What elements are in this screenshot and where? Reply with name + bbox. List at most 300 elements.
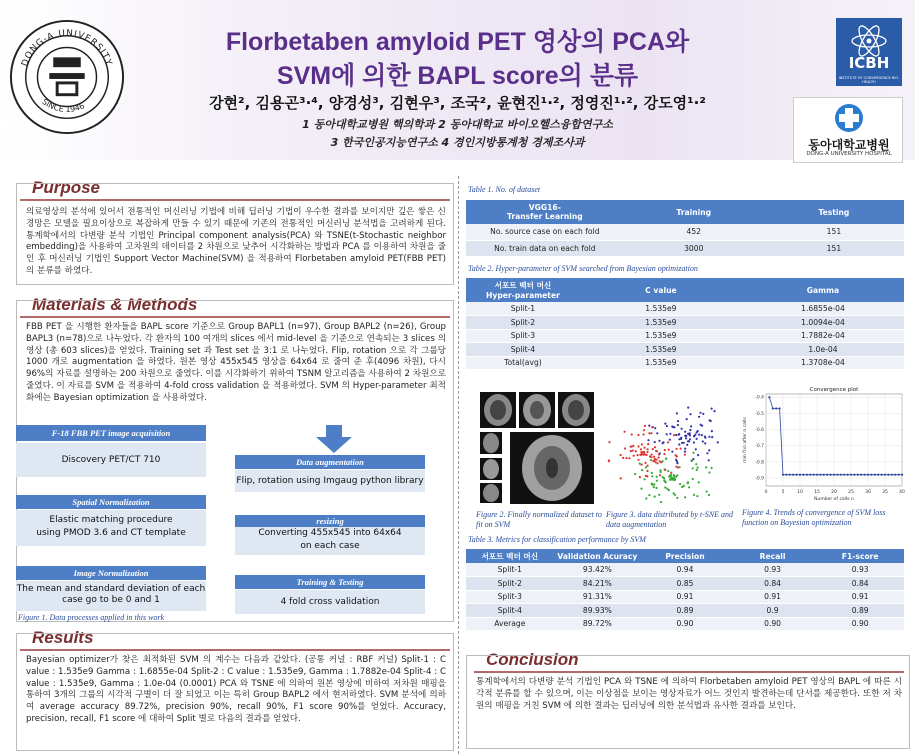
tsne-point [662,442,664,444]
convergence-point [853,474,855,476]
tsne-point [668,449,670,451]
tsne-point [663,479,665,481]
results-heading: Results [32,628,94,647]
tsne-point [668,489,670,491]
y-tick-label: -0.8 [755,460,764,466]
chart-title: Convergence plot [809,387,859,393]
tsne-point [711,467,713,469]
y-tick-label: -0.4 [755,395,764,401]
tsne-point [711,436,713,438]
figure-3-tsne-scatter [604,384,732,506]
convergence-point [898,474,900,476]
table-3-header-1: Validation Acuracy [554,549,642,563]
tsne-point [701,434,703,436]
table-1-header-2: Testing [764,200,904,224]
convergence-point [806,474,808,476]
tsne-point [659,452,661,454]
convergence-point [785,474,787,476]
tsne-point [625,457,627,459]
hospital-logo-name: 동아대학교병원 [808,138,890,152]
table-3-cell: 0.90 [641,617,729,631]
tsne-point [664,486,666,488]
convergence-point [792,474,794,476]
x-tick-label: 20 [831,490,837,495]
tsne-point [658,440,660,442]
table-1-header-1: Training [624,200,764,224]
table-2-row [466,356,904,370]
table-3-cell: 0.85 [641,577,729,591]
tsne-point [692,478,694,480]
flow-step-6-body: 4 fold cross validation [235,590,425,614]
table-1-cell: No. source case on each fold [466,224,624,240]
table-3-cell: Split-1 [466,563,554,577]
tsne-point [698,434,700,436]
flow-step-4-body: Flip, rotation using Imgaug python library [235,470,425,492]
tsne-point [620,454,622,456]
tsne-point [677,420,679,422]
conclusion-heading: Conclusion [486,650,579,669]
tsne-point [689,438,691,440]
figure-4-convergence-plot [740,382,908,506]
tsne-point [648,494,650,496]
flow-step-5-line-1: Converting 455x545 into 64x64 [258,528,402,538]
flow-step-2-body [16,510,206,546]
convergence-point [813,474,815,476]
column-divider [458,176,459,754]
convergence-point [891,474,893,476]
flow-step-2-heading: Spatial Normalization [16,495,206,509]
convergence-point [833,474,835,476]
table-1-row [466,240,904,256]
table-3-cell: Split-2 [466,577,554,591]
table-2-cell: 1.535e9 [580,302,742,316]
table-2-cell: Split-3 [466,329,580,343]
convergence-point [823,474,825,476]
tsne-point [693,494,695,496]
table-2-header-0: 서포트 벡터 머신 Hyper-parameter [466,278,580,302]
hospital-cross-icon [829,102,869,134]
tsne-point [673,434,675,436]
tsne-point [645,454,647,456]
tsne-point [645,497,647,499]
tsne-point [676,455,678,457]
tsne-point [675,434,677,436]
tsne-point [658,494,660,496]
tsne-point [635,450,637,452]
table-1-caption: Table 1. No. of dataset [468,185,541,194]
tsne-background [604,384,732,506]
tsne-point [643,453,645,455]
poster-title-line-2: SVM에 의한 BAPL score의 분류 [276,62,639,90]
tsne-point [652,426,654,428]
tsne-point [659,469,661,471]
table-3-cell: 0.89 [816,604,904,618]
convergence-point [775,407,777,409]
convergence-point [881,474,883,476]
tsne-point [669,439,671,441]
tsne-point [684,496,686,498]
table-3-row [466,617,904,631]
tsne-point [677,424,679,426]
table-3-cell: 93.42% [554,563,642,577]
convergence-point [809,474,811,476]
table-2-cell: Total(avg) [466,356,580,370]
table-2-caption: Table 2. Hyper-parameter of SVM searched from Bayesian optimization [468,264,698,273]
tsne-point [696,495,698,497]
convergence-point [874,474,876,476]
table-3-cell: 0.91 [641,590,729,604]
tsne-point [650,432,652,434]
tsne-point [651,454,653,456]
convergence-point [860,474,862,476]
tsne-point [689,413,691,415]
tsne-point [637,454,639,456]
tsne-point [660,461,662,463]
purpose-text: 의료영상의 분석에 있어서 전통적인 머신러닝 기법에 비해 딥러닝 기법이 우수한 결과를 보이지만 깊은 쌓은 신경망은 모델을 필요이상으로 복잡하게 만들 수 있기 때문에 기존의 전통적인 머신러닝 분석법을 고려하게 된다. 통계학에서의 다변량 분석 기법인 Principal component analysis(PCA) 와 TSNE(t-Stochastic neighbor embedding)을 사용하여 고차원의 데이터를 2 차원으로 낮추어 시각화하는 방법과 PCA 를 이용하여 차원을 줄인 후 머신러닝 기법인 Support Vector Machine(SVM) 을 적용하여 Florbetaben amyloid PET(FBB PET)의 분류를 하였다. [26,207,446,276]
x-tick-label: 10 [797,490,803,495]
table-3-cell: Average [466,617,554,631]
tsne-point [693,441,695,443]
tsne-point [671,425,673,427]
tsne-point [654,446,656,448]
tsne-point [717,441,719,443]
table-1-cell: 151 [764,240,904,256]
table-2-cell: 1.535e9 [580,329,742,343]
tsne-point [656,432,658,434]
convergence-point [768,396,770,398]
convergence-point [826,474,828,476]
table-3-cell: 89.72% [554,617,642,631]
table-3-cell: 0.91 [729,590,817,604]
svg-text:DONG-A UNIVERSITY: DONG-A UNIVERSITY [20,28,114,68]
convergence-point [782,474,784,476]
convergence-point [772,407,774,409]
tsne-point [706,490,708,492]
tsne-point [684,454,686,456]
tsne-point [656,476,658,478]
tsne-point [708,449,710,451]
tsne-point [675,476,677,478]
tsne-point [643,451,645,453]
tsne-point [646,451,648,453]
flow-step-2-line-1: Elastic matching procedure [49,515,173,525]
tsne-point [660,501,662,503]
tsne-point [697,467,699,469]
table-2-header-2: Gamma [742,278,904,302]
dong-a-university-seal-icon [8,18,126,136]
tsne-point [679,483,681,485]
table-2-header-1: C value [580,278,742,302]
tsne-point [684,451,686,453]
tsne-point [670,472,672,474]
convergence-point [857,474,859,476]
tsne-point [696,469,698,471]
tsne-point [663,453,665,455]
tsne-point [678,434,680,436]
table-3-cell: Split-3 [466,590,554,604]
flow-step-3-heading: Image Normalization [16,566,206,580]
x-tick-label: 30 [865,490,871,495]
tsne-point [637,445,639,447]
tsne-point [645,466,647,468]
convergence-point [796,474,798,476]
table-1 [466,200,904,257]
tsne-point [673,492,675,494]
tsne-point [684,431,686,433]
tsne-point [692,452,694,454]
tsne-point [622,457,624,459]
table-3-cell: 0.93 [729,563,817,577]
tsne-point [634,473,636,475]
tsne-point [624,447,626,449]
tsne-point [688,433,690,435]
tsne-point [688,440,690,442]
tsne-point [645,475,647,477]
table-3-cell: 0.84 [816,577,904,591]
tsne-point [647,465,649,467]
tsne-point [708,459,710,461]
convergence-point [884,474,886,476]
y-tick-label: -0.5 [755,411,764,417]
methods-text: FBB PET 을 시행한 환자들을 BAPL score 기준으로 Group BAPL1 (n=97), Group BAPL2 (n=26), Group BAPL3 (n=78)으로 나누었다. 각 환자의 100 여개의 slices 에서 mid-level 을 기준으로 연속되는 3 slices 의 영상 (총 603 slices)을 얻었다. Training set 과 Test set 을 3:1 로 나누었다. Flip, rotation 으로 각 그룹당 1000 개로 augmentation 을 하였다. 원본 영상 455x545 영상을 64x64 로 줄여 준 후(4096 차원), 다시 96%의 자료를 설명하는 200 차원으로 줄였다. 이를 시각화하기 위하여 TSNM 알고리즘을 사용하여 2 차원으로 줄였다. 이 자료를 SVM 을 적용하여 4-fold cross validation 을 적용하였다. SVM 의 Hyper-parameter 최적화에는 Bayesian optimization 을 사용하였다. [26,322,446,403]
icbh-logo-subtext: INSTITUTE OF CONVERGENCE BIO-HEALTH [838,76,900,84]
tsne-point [666,425,668,427]
tsne-point [652,460,654,462]
tsne-point [651,484,653,486]
tsne-point [639,476,641,478]
tsne-point [641,469,643,471]
convergence-point [867,474,869,476]
tsne-point [652,448,654,450]
tsne-point [640,448,642,450]
tsne-point [654,496,656,498]
table-3-row [466,604,904,618]
y-tick-label: -0.9 [755,476,764,482]
tsne-point [628,457,630,459]
figure-2-brain-images [476,388,598,506]
tsne-point [656,487,658,489]
flow-step-1-body: Discovery PET/CT 710 [16,443,206,477]
purpose-heading: Purpose [32,178,101,197]
flow-step-4-heading: Data augmentation [235,455,425,469]
tsne-point [644,425,646,427]
x-axis-label: Number of calls n [814,497,854,502]
tsne-point [608,441,610,443]
x-tick-label: 35 [882,490,888,495]
tsne-point [706,452,708,454]
table-2-cell: Split-4 [466,343,580,357]
convergence-point [840,474,842,476]
table-3-cell: 0.93 [816,563,904,577]
tsne-point [650,456,652,458]
tsne-point [643,429,645,431]
poster-header [0,0,915,160]
figure-4-caption: Figure 4. Trends of convergence of SVM loss function on Bayesian optimization [742,508,886,527]
tsne-point [693,435,695,437]
tsne-point [700,424,702,426]
tsne-point [687,481,689,483]
table-1-row [466,224,904,240]
tsne-point [659,474,661,476]
poster-title-line-1: Florbetaben amyloid PET 영상의 PCA와 [225,28,690,56]
tsne-point [708,494,710,496]
hospital-logo [793,97,903,163]
tsne-point [711,430,713,432]
tsne-point [688,486,690,488]
tsne-point [680,438,682,440]
tsne-point [631,433,633,435]
tsne-point [678,443,680,445]
tsne-point [667,470,669,472]
table-3-header-4: F1-score [816,549,904,563]
tsne-point [681,486,683,488]
table-2-row [466,329,904,343]
tsne-point [633,455,635,457]
tsne-point [640,454,642,456]
tsne-point [653,486,655,488]
y-axis-label: min f(x) after n calls [743,417,748,463]
tsne-point [702,413,704,415]
icbh-logo-text: ICBH [848,54,890,72]
flow-step-3-line-2: case go to be 0 and 1 [62,595,160,605]
tsne-point [665,481,667,483]
tsne-point [679,466,681,468]
tsne-point [654,441,656,443]
x-tick-label: 15 [814,490,820,495]
tsne-point [641,443,643,445]
table-2-cell: 1.0e-04 [742,343,904,357]
table-3-cell: Split-4 [466,604,554,618]
tsne-point [648,432,650,434]
flow-arrow-down-icon [316,437,352,453]
table-3-cell: 0.9 [729,604,817,618]
tsne-point [681,428,683,430]
tsne-point [646,470,648,472]
tsne-point [620,477,622,479]
convergence-point [870,474,872,476]
tsne-point [686,418,688,420]
convergence-point [802,474,804,476]
table-3-cell: 0.91 [816,590,904,604]
tsne-point [668,475,670,477]
tsne-point [640,488,642,490]
table-2-row [466,316,904,330]
tsne-point [632,445,634,447]
tsne-point [663,477,665,479]
tsne-point [664,423,666,425]
convergence-point [843,474,845,476]
tsne-point [637,434,639,436]
table-1-cell: No. train data on each fold [466,240,624,256]
table-2-cell: 1.6855e-04 [742,302,904,316]
tsne-point [671,451,673,453]
tsne-point [647,443,649,445]
table-3-cell: 0.94 [641,563,729,577]
tsne-point [698,416,700,418]
table-3-header-0: 서포트 벡터 머신 [466,549,554,563]
results-text: Bayesian optimizer가 찾은 최적화된 SVM 의 계수는 다음과 같았다. (공통 커널 : RBF 커널) Split-1 : C value : 1.535e9 Gamma : 1.6855e-04 Split-2 : C value : 1.535e9, Gamma : 1.7882e-04 Split-4 : C value : 1.535e9, Gamma : 1.0e-04 (0.0001) PCA 와 TSNE 에 의하여 원본 영상에 비하여 저차원 매핑을 통하여 3개의 그룹의 시각적 구별이 더 잘 되었고 이는 특히 Group BAPL2 에서 현저하였다. SVM 분석에 의하여 average accuracy 89.72%, precision 90%, recall 90%, F1 score 90%를 얻었다. Accuracy, precision, recall, F1 score 에 대하여 Split 별로 다음의 결과를 얻었다. [26,655,446,724]
tsne-point [685,435,687,437]
tsne-point [624,431,626,433]
flow-step-5-heading: resizing [235,515,425,527]
tsne-point [702,440,704,442]
y-tick-label: -0.6 [755,428,764,434]
convergence-point [819,474,821,476]
affiliations-line-2: 3 한국인공지능연구소 4 경인지방통계청 경제조사과 [330,136,585,149]
tsne-point [665,458,667,460]
x-tick-label: 40 [899,490,905,495]
figure-3-caption: Figure 3. data distributed by t-SNE and data augmentation [606,510,734,529]
convergence-point [847,474,849,476]
methods-heading: Materials & Methods [32,295,198,314]
table-2 [466,278,904,370]
author-list: 강현², 김용곤³·⁴, 양경성³, 김현우³, 조국², 윤현진¹·², 정영진¹·², 강도영¹·² [209,94,706,112]
tsne-point [704,436,706,438]
tsne-point [643,433,645,435]
table-3-cell: 89.93% [554,604,642,618]
tsne-point [696,438,698,440]
convergence-point [901,474,903,476]
tsne-point [676,448,678,450]
tsne-point [713,410,715,412]
tsne-point [708,471,710,473]
table-3-cell: 84.21% [554,577,642,591]
tsne-point [666,433,668,435]
table-3-cell: 0.90 [729,617,817,631]
convergence-point [799,474,801,476]
tsne-point [699,412,701,414]
table-3-cell: 91.31% [554,590,642,604]
tsne-point [709,419,711,421]
table-1-header-0: VGG16- Transfer Learning [466,200,624,224]
tsne-point [608,459,610,461]
table-1-cell: 151 [764,224,904,240]
tsne-point [655,459,657,461]
convergence-point [779,407,781,409]
tsne-point [705,466,707,468]
svg-text:SINCE 1946: SINCE 1946 [40,97,86,114]
tsne-point [639,463,641,465]
table-2-cell: Split-1 [466,302,580,316]
convergence-point [864,474,866,476]
tsne-point [704,442,706,444]
tsne-point [692,467,694,469]
tsne-point [654,427,656,429]
x-tick-label: 5 [781,490,785,495]
table-2-cell: 1.535e9 [580,343,742,357]
flow-step-5-body [235,527,425,555]
table-3-header-3: Recall [729,549,817,563]
tsne-point [667,441,669,443]
flow-step-2-line-2: using PMOD 3.6 and CT template [36,528,186,538]
table-2-row [466,343,904,357]
tsne-point [695,463,697,465]
figure-2-caption: Figure 2. Finally normalized dataset to fit on SVM [476,510,602,529]
tsne-point [664,449,666,451]
flow-step-5-line-2: on each case [300,541,360,551]
convergence-point [887,474,889,476]
convergence-point [850,474,852,476]
table-3-cell: 0.90 [816,617,904,631]
tsne-point [647,448,649,450]
tsne-point [664,469,666,471]
tsne-point [695,448,697,450]
tsne-point [687,407,689,409]
tsne-point [647,439,649,441]
table-1-cell: 452 [624,224,764,240]
tsne-point [691,459,693,461]
atom-icon [849,24,889,58]
